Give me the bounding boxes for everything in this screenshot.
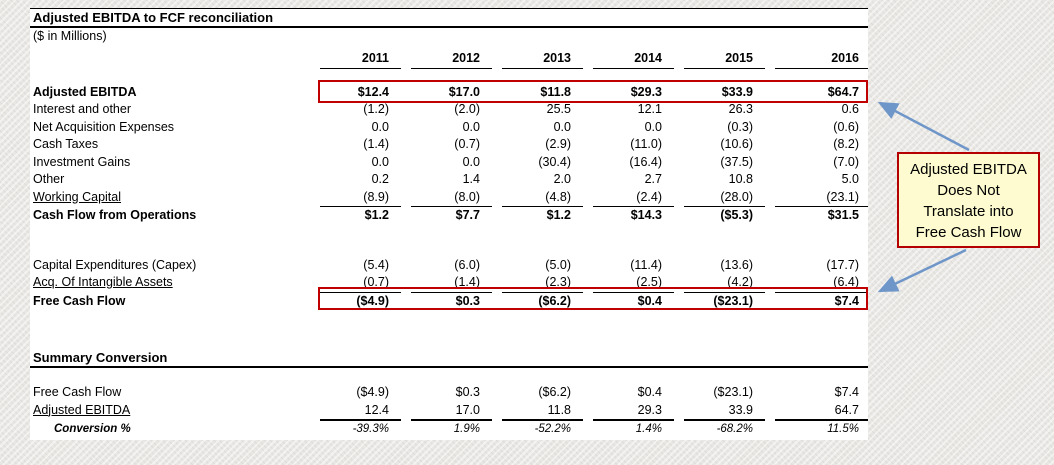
cfo-to-fcf-section	[30, 257, 868, 311]
value-cell: 12.4	[320, 402, 401, 422]
year-column-header: 2016	[775, 50, 868, 69]
value-cell: 17.0	[411, 402, 492, 422]
value-cell: 10.8	[728, 172, 753, 186]
summary-conversion-heading: Summary Conversion	[30, 350, 868, 368]
value-cell: -39.3%	[352, 423, 389, 435]
value-cell: (1.4)	[411, 274, 492, 293]
value-cell: $0.4	[637, 293, 662, 308]
value-cell: (6.0)	[454, 257, 480, 272]
value-cell: $64.7	[827, 84, 859, 99]
table-row-net-acquisition-expenses	[30, 119, 868, 137]
value-cell: (1.4)	[363, 137, 389, 151]
row-label: Cash Taxes	[33, 137, 99, 151]
value-cell: $0.3	[455, 385, 480, 399]
value-cell: (11.4)	[630, 257, 662, 272]
callout-text-line: Free Cash Flow	[915, 224, 1022, 241]
value-cell: 0.0	[553, 119, 571, 134]
row-label: Net Acquisition Expenses	[33, 119, 175, 134]
callout-text-line: Translate into	[923, 203, 1014, 220]
row-label: Free Cash Flow	[33, 293, 126, 308]
value-cell: ($6.2)	[538, 293, 571, 308]
value-cell: 33.9	[684, 402, 765, 422]
value-cell: $1.2	[364, 208, 389, 222]
value-cell: 0.0	[462, 154, 480, 169]
value-cell: ($23.1)	[713, 293, 753, 308]
callout-text-line: Adjusted EBITDA	[910, 161, 1027, 178]
value-cell: (13.6)	[720, 257, 753, 272]
table-row-adjusted-ebitda	[30, 84, 868, 102]
value-cell: (4.8)	[502, 189, 583, 208]
row-label: Adjusted EBITDA	[33, 84, 137, 99]
value-cell: (11.0)	[630, 137, 662, 151]
sheet-title: Adjusted EBITDA to FCF reconciliation	[30, 8, 868, 28]
value-cell: (30.4)	[538, 154, 571, 169]
value-cell: ($23.1)	[713, 385, 753, 399]
value-cell: (0.7)	[320, 274, 401, 293]
value-cell: 11.5%	[827, 423, 859, 435]
value-cell: 2.0	[553, 172, 571, 186]
value-cell: (2.3)	[502, 274, 583, 293]
row-label: Investment Gains	[33, 154, 131, 169]
value-cell: $31.5	[827, 208, 859, 222]
row-label: Free Cash Flow	[33, 385, 122, 399]
year-column-header: 2013	[502, 50, 583, 69]
value-cell: $7.4	[834, 385, 859, 399]
summary-row-adjusted-ebitda	[30, 402, 868, 422]
value-cell: -52.2%	[534, 423, 571, 435]
value-cell: 0.0	[462, 119, 480, 134]
row-label: Adjusted EBITDA	[33, 402, 131, 417]
value-cell: (0.6)	[833, 119, 859, 134]
value-cell: $14.3	[630, 208, 662, 222]
callout-text-line: Does Not	[937, 182, 1000, 199]
value-cell: (6.4)	[775, 274, 868, 293]
value-cell: (8.0)	[411, 189, 492, 208]
value-cell: (16.4)	[629, 154, 662, 169]
value-cell: 2.7	[644, 172, 662, 186]
value-cell: 1.9%	[453, 423, 480, 435]
value-cell: (4.2)	[684, 274, 765, 293]
value-cell: 0.0	[371, 119, 389, 134]
value-cell: 0.0	[644, 119, 662, 134]
year-column-header: 2011	[320, 50, 401, 69]
row-label: Working Capital	[33, 189, 122, 204]
value-cell: (2.0)	[454, 102, 480, 116]
table-row-cash-flow-from-operations	[30, 207, 868, 225]
value-cell: (2.4)	[593, 189, 674, 208]
value-cell: 5.0	[841, 172, 859, 186]
value-cell: 1.4%	[635, 423, 662, 435]
table-row-cash-taxes	[30, 136, 868, 154]
value-cell: 64.7	[775, 402, 868, 422]
row-label: Capital Expenditures (Capex)	[33, 257, 197, 272]
table-row-investment-gains	[30, 154, 868, 172]
table-row-capital-expenditures	[30, 257, 868, 275]
callout-box	[897, 152, 1040, 248]
value-cell: (5.0)	[545, 257, 571, 272]
value-cell: (2.9)	[545, 137, 571, 151]
year-column-header: 2015	[684, 50, 765, 69]
value-cell: (8.2)	[833, 137, 859, 151]
value-cell: 12.1	[637, 102, 662, 116]
value-cell: (37.5)	[720, 154, 753, 169]
value-cell: (7.0)	[833, 154, 859, 169]
value-cell: ($5.3)	[720, 208, 753, 222]
row-label: Other	[33, 172, 65, 186]
value-cell: $7.4	[834, 293, 859, 308]
table-row-working-capital	[30, 189, 868, 208]
reconciliation-sheet	[30, 8, 868, 440]
summary-row-conversion-percent	[30, 421, 868, 439]
value-cell: (23.1)	[775, 189, 868, 208]
units-label: ($ in Millions)	[33, 29, 107, 43]
value-cell: (5.4)	[363, 257, 389, 272]
row-label: Acq. Of Intangible Assets	[33, 275, 173, 289]
value-cell: 1.4	[462, 172, 480, 186]
value-cell: (17.7)	[826, 257, 859, 272]
value-cell: 29.3	[593, 402, 674, 422]
value-cell: 0.6	[841, 102, 859, 116]
row-label: Interest and other	[33, 102, 131, 116]
value-cell: $0.3	[455, 293, 480, 308]
value-cell: $33.9	[721, 84, 753, 99]
value-cell: -68.2%	[716, 423, 753, 435]
summary-row-free-cash-flow	[30, 384, 868, 402]
year-row-spacer	[30, 50, 310, 69]
value-cell: $29.3	[630, 84, 662, 99]
value-cell: 11.8	[502, 402, 583, 422]
value-cell: (1.2)	[363, 102, 389, 116]
value-cell: $11.8	[540, 84, 571, 99]
value-cell: (10.6)	[720, 137, 753, 151]
value-cell: (2.5)	[593, 274, 674, 293]
year-column-header: 2012	[411, 50, 492, 69]
value-cell: $12.4	[357, 84, 389, 99]
value-cell: $17.0	[448, 84, 480, 99]
row-label: Cash Flow from Operations	[33, 208, 197, 222]
value-cell: $1.2	[546, 208, 571, 222]
value-cell: (28.0)	[684, 189, 765, 208]
table-row-acq-of-intangible-assets	[30, 274, 868, 293]
value-cell: 26.3	[728, 102, 753, 116]
value-cell: (0.3)	[727, 119, 753, 134]
value-cell: ($4.9)	[356, 293, 389, 308]
value-cell: ($4.9)	[356, 385, 389, 399]
value-cell: $7.7	[455, 208, 480, 222]
value-cell: 0.0	[371, 154, 389, 169]
value-cell: (8.9)	[320, 189, 401, 208]
year-column-header: 2014	[593, 50, 674, 69]
table-row-interest-and-other	[30, 101, 868, 119]
value-cell: (0.7)	[454, 137, 480, 151]
value-cell: 0.2	[371, 172, 389, 186]
value-cell: $0.4	[637, 385, 662, 399]
summary-conversion-section	[30, 384, 868, 439]
table-row-other	[30, 171, 868, 189]
table-row-free-cash-flow	[30, 293, 868, 311]
value-cell: ($6.2)	[538, 385, 571, 399]
value-cell: 25.5	[546, 102, 571, 116]
year-header-row	[30, 50, 868, 69]
row-label: Conversion %	[54, 423, 131, 435]
ebitda-to-cfo-section	[30, 84, 868, 225]
